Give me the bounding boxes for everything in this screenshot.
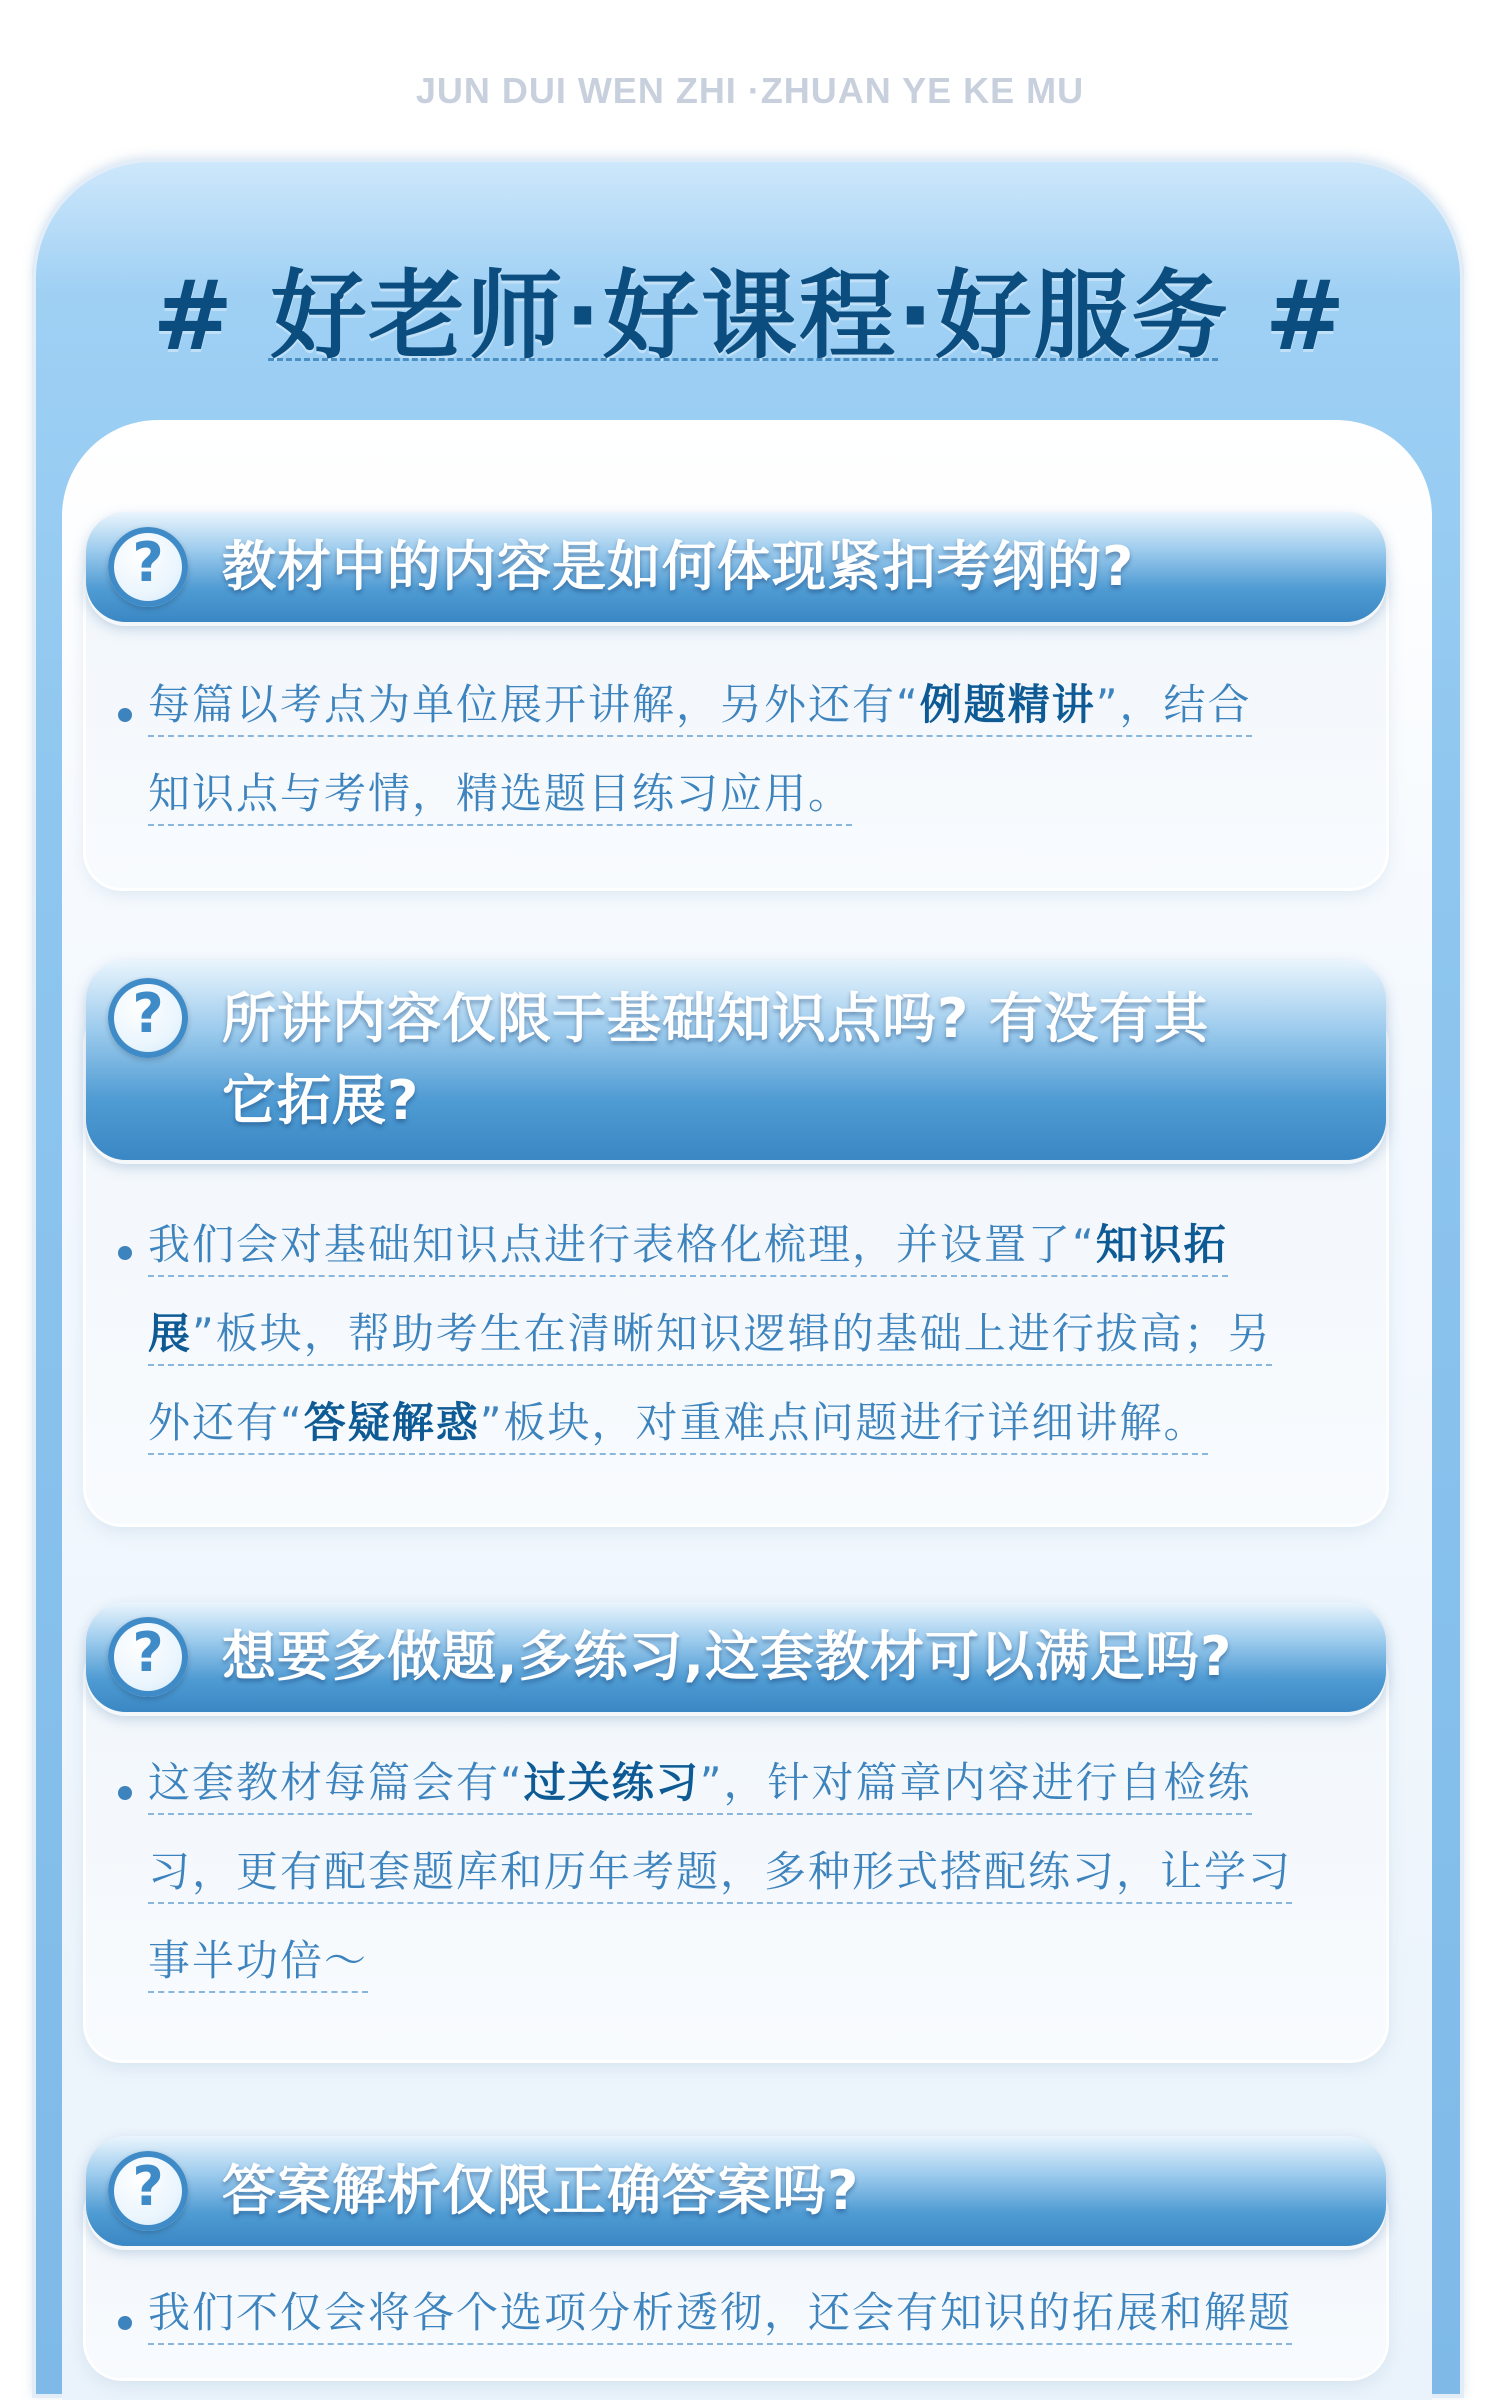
question-circle-icon: ? <box>108 2151 188 2231</box>
answer-text: 每篇以考点为单位展开讲解，另外还有“例题精讲”，结合 知识点与考情，精选题目练习应用。 <box>148 660 1348 838</box>
question-text: 教材中的内容是如何体现紧扣考纲的? <box>222 535 1135 598</box>
answer-text: 我们不仅会将各个选项分析透彻，还会有知识的拓展和解题 <box>148 2268 1348 2357</box>
question-circle-icon: ? <box>108 978 188 1058</box>
question-text: 所讲内容仅限于基础知识点吗? 有没有其 它拓展? <box>222 987 1210 1132</box>
question-text: 想要多做题,多练习,这套教材可以满足吗? <box>222 1625 1233 1688</box>
question-text: 答案解析仅限正确答案吗? <box>222 2159 860 2222</box>
bullet-dot <box>118 708 132 722</box>
answer-text: 我们会对基础知识点进行表格化梳理，并设置了“知识拓 展”板块，帮助考生在清晰知识逻辑的基础上进行拔高；另 外还有“答疑解惑”板块，对重难点问题进行详细讲解。 <box>148 1200 1348 1467</box>
question-circle-icon: ? <box>108 527 188 607</box>
bullet-dot <box>118 1246 132 1260</box>
question-circle-icon: ? <box>108 1617 188 1697</box>
subtitle: JUN DUI WEN ZHI ·ZHUAN YE KE MU <box>415 70 1085 111</box>
headline-underline <box>268 358 1218 361</box>
bullet-dot <box>118 2316 132 2330</box>
bullet-dot <box>118 1786 132 1800</box>
headline: # 好老师·好课程·好服务 # <box>152 260 1348 372</box>
answer-text: 这套教材每篇会有“过关练习”，针对篇章内容进行自检练 习，更有配套题库和历年考题，多种形式搭配练习，让学习 事半功倍～ <box>148 1738 1348 2005</box>
